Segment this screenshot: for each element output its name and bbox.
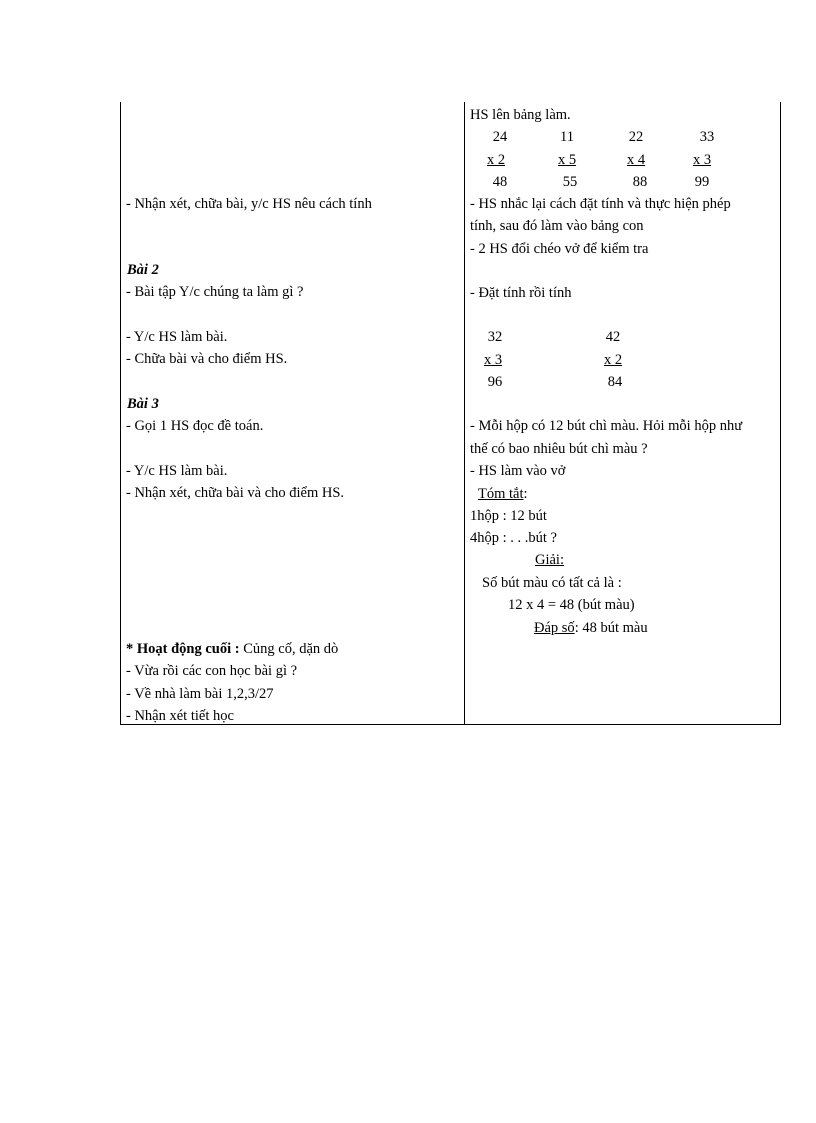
answer-value: : 48 bút màu: [574, 620, 648, 636]
right-line-board: HS lên bảng làm.: [470, 107, 571, 123]
calc-result: 55: [562, 174, 578, 190]
calc-result: 48: [492, 174, 508, 190]
left-line-ask-task: - Bài tập Y/c chúng ta làm gì ?: [126, 284, 304, 300]
calc-operand: 32: [487, 329, 503, 345]
summary-line-2: 4hộp : . . .bút ?: [470, 530, 557, 546]
summary-label: Tóm tắt: [478, 486, 524, 502]
calc-operand: 42: [605, 329, 621, 345]
calc-operand: 11: [560, 129, 574, 145]
exercise-3-heading: Bài 3: [127, 396, 159, 412]
right-line-problem-1: - Mỗi hộp có 12 bút chì màu. Hỏi mỗi hộp như: [470, 418, 743, 434]
calc-operand: 22: [628, 129, 644, 145]
right-line-recall-2: tính, sau đó làm vào bảng con: [470, 218, 644, 234]
summary-heading: [478, 485, 528, 503]
left-line-review-1: - Nhận xét, chữa bài, y/c HS nêu cách tính: [126, 196, 372, 212]
right-line-swap-check: - 2 HS đổi chéo vở để kiểm tra: [470, 241, 649, 257]
left-line-do-work-1: - Y/c HS làm bài.: [126, 329, 228, 345]
calc-operand: 33: [699, 129, 715, 145]
right-line-set-up: - Đặt tính rồi tính: [470, 285, 572, 301]
answer-line: [534, 619, 648, 637]
calc-multiplier: x 4: [626, 152, 646, 168]
calc-operand: 24: [492, 129, 508, 145]
calc-multiplier: x 2: [603, 352, 623, 368]
column-divider: [464, 102, 465, 725]
summary-colon: :: [523, 486, 528, 502]
calc-multiplier: x 5: [557, 152, 577, 168]
final-activity-title: Củng cố, dặn dò: [239, 641, 339, 657]
calc-result: 84: [607, 374, 623, 390]
exercise-2-heading: Bài 2: [127, 262, 159, 278]
left-line-review-end: - Nhận xét tiết học: [126, 708, 234, 724]
final-activity-line: [126, 640, 338, 658]
calc-result: 88: [632, 174, 648, 190]
right-line-notebook: - HS làm vào vở: [470, 463, 566, 479]
left-line-homework: - Về nhà làm bài 1,2,3/27: [126, 686, 274, 702]
right-line-problem-2: thế có bao nhiêu bút chì màu ?: [470, 441, 648, 457]
solution-line-2: 12 x 4 = 48 (bút màu): [508, 597, 635, 613]
solution-heading: Giải:: [535, 552, 564, 568]
left-line-grade-1: - Chữa bài và cho điểm HS.: [126, 351, 288, 367]
calc-multiplier: x 3: [483, 352, 503, 368]
calc-multiplier: x 2: [486, 152, 506, 168]
summary-line-1: 1hộp : 12 bút: [470, 508, 547, 524]
left-line-grade-2: - Nhận xét, chữa bài và cho điểm HS.: [126, 485, 345, 501]
left-line-question: - Vừa rồi các con học bài gì ?: [126, 663, 298, 679]
left-line-do-work-2: - Y/c HS làm bài.: [126, 463, 228, 479]
calc-result: 99: [694, 174, 710, 190]
final-activity-heading: * Hoạt động cuối :: [126, 641, 240, 657]
right-line-recall-1: - HS nhắc lại cách đặt tính và thực hiện phép: [470, 196, 731, 212]
answer-label: Đáp số: [534, 620, 575, 636]
left-line-read-problem: - Gọi 1 HS đọc đề toán.: [126, 418, 264, 434]
solution-line-1: Số bút màu có tất cả là :: [482, 575, 622, 591]
calc-result: 96: [487, 374, 503, 390]
calc-multiplier: x 3: [692, 152, 712, 168]
